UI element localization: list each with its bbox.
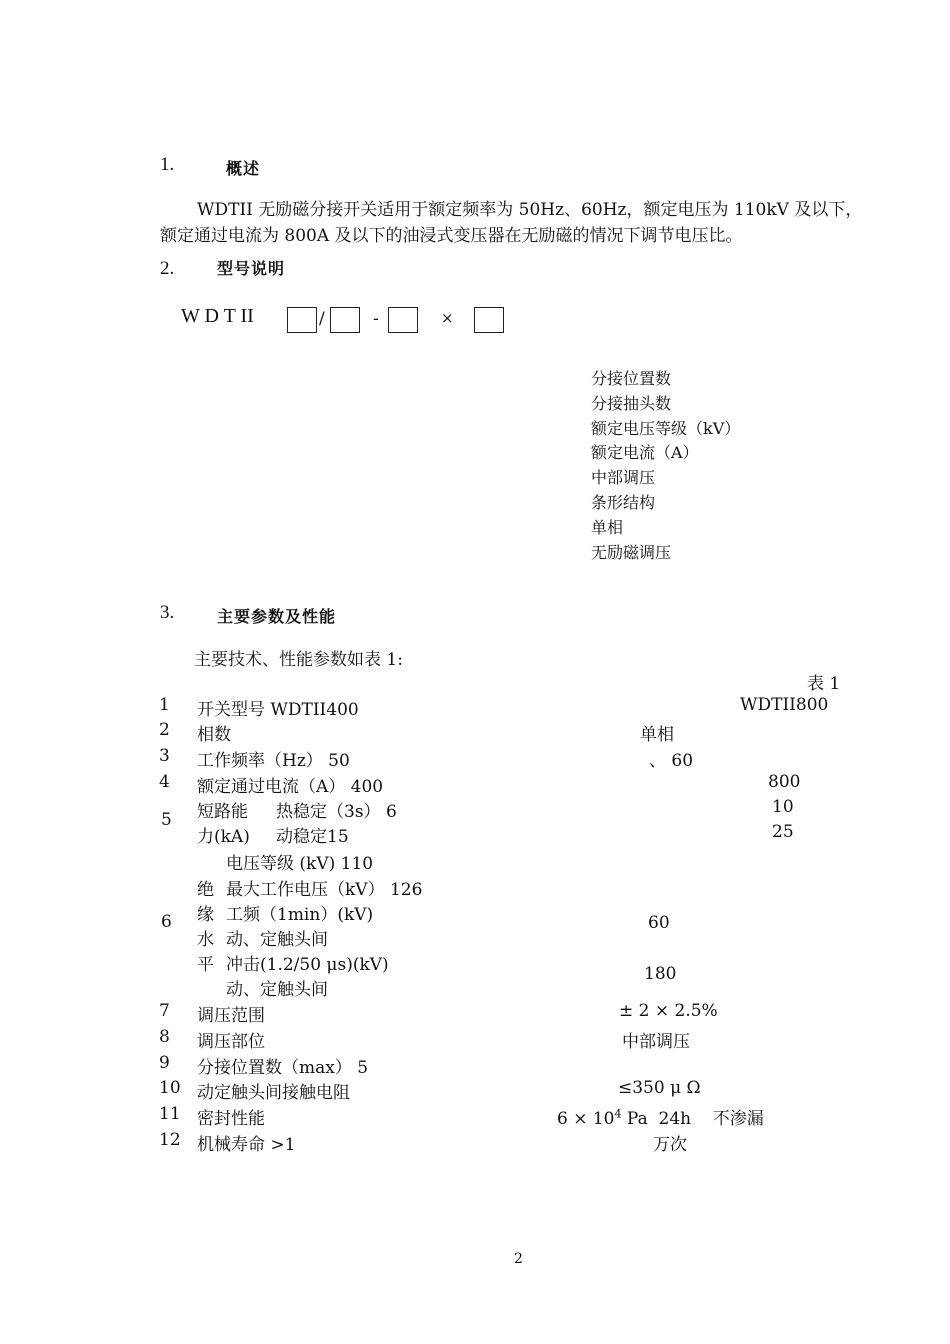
- row-sublabel: 动稳定15: [276, 827, 349, 847]
- sealing-value-base: 6 × 10: [557, 1109, 615, 1129]
- model-box-1: [287, 307, 317, 333]
- section-1-title: 概述: [226, 159, 261, 178]
- legend-item: 额定电流（A）: [591, 443, 699, 463]
- row-number: 8: [159, 1027, 170, 1047]
- row-sublabel: 动、定触头间: [226, 930, 328, 950]
- table-row: [0, 1053, 950, 1079]
- row-number: 1: [159, 695, 170, 715]
- section-3-title: 主要参数及性能: [217, 607, 337, 626]
- table-row: [0, 1130, 950, 1156]
- table-row: [0, 720, 950, 746]
- row-number: 9: [159, 1053, 170, 1073]
- row-value: ± 2 × 2.5%: [619, 1001, 718, 1021]
- section-1-paragraph-line-1: WDTII 无励磁分接开关适用于额定频率为 50Hz、60Hz，额定电压为 110kV 及以下，: [197, 200, 863, 220]
- row-label: 调压部位: [197, 1032, 265, 1052]
- legend-item: 无励磁调压: [591, 542, 672, 562]
- sealing-value-exponent: 4: [614, 1107, 622, 1121]
- legend-item: 单相: [591, 517, 624, 537]
- row-label: 机械寿命 >1: [197, 1135, 296, 1155]
- legend-item: 分接抽头数: [591, 393, 672, 413]
- page-number: 2: [514, 1251, 523, 1267]
- section-3-intro: 主要技术、性能参数如表 1:: [194, 650, 403, 670]
- row-value: [557, 1104, 764, 1129]
- table-row: [0, 1027, 950, 1053]
- row-label: 密封性能: [197, 1109, 265, 1129]
- row-side-label: 平: [197, 955, 214, 975]
- row-label: 短路能: [197, 802, 248, 822]
- section-2-number: 2.: [160, 258, 175, 279]
- section-3-number: 3.: [160, 602, 175, 623]
- row-value: ≤350 μ Ω: [618, 1078, 701, 1098]
- legend-item: 分接位置数: [591, 369, 672, 388]
- row-label: 动定触头间接触电阻: [197, 1083, 350, 1103]
- row-sublabel: 热稳定（3s） 6: [276, 802, 397, 822]
- row-side-label: 水: [197, 930, 214, 950]
- row-number: 6: [161, 912, 172, 932]
- row-value: 800: [768, 772, 801, 792]
- row-side-label: 缘: [197, 905, 214, 925]
- section-2-title: 型号说明: [217, 259, 286, 278]
- model-box-4: [474, 307, 504, 333]
- section-1-paragraph-line-2: 额定通过电流为 800A 及以下的油浸式变压器在无励磁的情况下调节电压比。: [160, 226, 743, 246]
- row-value: 单相: [640, 725, 674, 745]
- legend-item: 中部调压: [591, 468, 656, 488]
- row-value: 万次: [653, 1135, 687, 1155]
- model-times: ×: [441, 309, 454, 327]
- table-row: [0, 1001, 950, 1027]
- row-label: 相数: [197, 725, 231, 745]
- legend-item: 条形结构: [591, 492, 656, 512]
- row-value: 25: [772, 822, 794, 842]
- row-number: 5: [161, 810, 172, 830]
- row-sublabel: 电压等级 (kV) 110: [226, 854, 374, 874]
- row-side-label: 绝: [197, 880, 214, 900]
- row-sublabel: 动、定触头间: [226, 980, 328, 1000]
- model-prefix: W D T II: [181, 305, 254, 327]
- row-number: 3: [159, 746, 170, 766]
- row-value: 60: [648, 913, 670, 933]
- table-row: [0, 849, 950, 1000]
- row-number: 11: [159, 1104, 181, 1124]
- table-row: [0, 797, 950, 849]
- row-label: 分接位置数（max） 5: [197, 1058, 369, 1078]
- table-row: [0, 772, 950, 798]
- row-number: 12: [159, 1130, 181, 1150]
- section-1-number: 1.: [160, 154, 175, 175]
- row-label: 开关型号 WDTII400: [197, 700, 359, 720]
- row-number: 10: [159, 1078, 181, 1098]
- model-legend: [591, 367, 740, 565]
- row-label: 工作频率（Hz） 50: [197, 751, 350, 771]
- table-row: [0, 1104, 950, 1130]
- row-number: 2: [159, 720, 170, 740]
- row-value: 10: [772, 797, 794, 817]
- row-value: 、 60: [649, 751, 694, 771]
- table-row: [0, 746, 950, 772]
- row-sublabel: 冲击(1.2/50 μs)(kV): [226, 955, 389, 975]
- row-sublabel: 工频（1min）(kV): [226, 905, 374, 925]
- sealing-value-rest: Pa 24h 不渗漏: [621, 1109, 764, 1129]
- table-row: [0, 695, 950, 721]
- row-label: 额定通过电流（A） 400: [197, 777, 384, 797]
- row-sublabel: 最大工作电压（kV） 126: [226, 880, 423, 900]
- model-slash: /: [319, 309, 325, 329]
- model-box-3: [388, 307, 418, 333]
- legend-item: 额定电压等级（kV）: [591, 418, 741, 438]
- row-number: 7: [159, 1001, 170, 1021]
- row-label: 力(kA): [197, 827, 250, 847]
- model-dash: -: [373, 309, 379, 329]
- row-number: 4: [159, 772, 170, 792]
- model-box-2: [330, 307, 360, 333]
- row-value: WDTII800: [740, 695, 829, 715]
- row-value: 180: [644, 964, 677, 984]
- row-value: 中部调压: [622, 1032, 690, 1052]
- table-row: [0, 1078, 950, 1104]
- row-label: 调压范围: [197, 1006, 265, 1026]
- table-caption: 表 1: [807, 674, 841, 694]
